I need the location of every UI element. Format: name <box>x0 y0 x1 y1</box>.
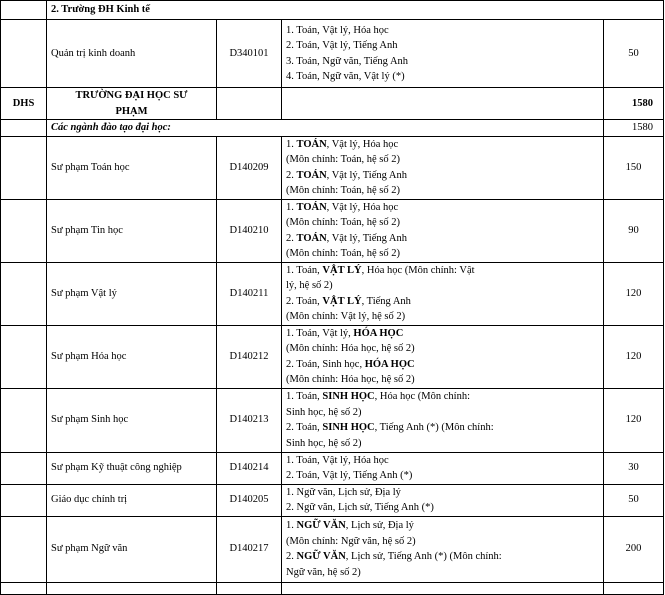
quota: 150 <box>604 136 664 199</box>
combo-text: (Môn chính: Toán, hệ số 2) <box>286 185 400 196</box>
combo-text: , Tiếng Anh <box>361 295 411 307</box>
combo-text: (Môn chính: Ngữ văn, hệ số 2) <box>286 535 416 547</box>
combo-line <box>286 183 599 199</box>
main-subject: TOÁN <box>296 201 327 213</box>
table-row <box>1 325 664 388</box>
major-code: D140213 <box>217 388 282 452</box>
main-subject: HÓA HỌC <box>353 327 404 339</box>
combo-line: 2. Toán, Vật lý, Tiếng Anh <box>286 40 398 51</box>
combo-line <box>286 152 599 168</box>
main-subject: NGỮ VĂN <box>296 520 346 531</box>
quota: 120 <box>604 388 664 452</box>
combo-text: (Môn chính: Toán, hệ số 2) <box>286 217 400 228</box>
school-name-line: TRƯỜNG ĐẠI HỌC SƯ <box>75 90 188 101</box>
combo-line <box>286 137 599 153</box>
school-name <box>47 88 217 120</box>
table-row <box>1 388 664 452</box>
combo-text: (Môn chính: Toán, hệ số 2) <box>286 248 400 259</box>
combo-line <box>286 215 599 231</box>
cell-empty <box>1 582 47 594</box>
table-row <box>1 20 664 88</box>
cell-empty <box>1 388 47 452</box>
table-row <box>1 199 664 262</box>
cell-empty <box>1 120 47 137</box>
major-code: D140211 <box>217 262 282 325</box>
table-row <box>1 484 664 516</box>
main-subject: SINH HỌC <box>322 422 375 433</box>
undergrad-label: Các ngành đào tạo đại học: <box>47 120 604 137</box>
combo-text: 2. <box>286 232 297 244</box>
combo-line <box>286 453 599 469</box>
combo-text: 1. <box>286 138 297 150</box>
major-name: Sư phạm Sinh học <box>47 388 217 452</box>
major-name: Sư phạm Toán học <box>47 136 217 199</box>
combo-text: (Môn chính: Hóa học, hệ số 2) <box>286 374 415 385</box>
combo-line <box>286 294 599 310</box>
combo-text: , Vật lý, Tiếng Anh <box>326 232 407 244</box>
major-code: D140212 <box>217 325 282 388</box>
major-code: D340101 <box>217 20 282 88</box>
combo-text: 2. Toán, Sinh học, <box>286 358 365 370</box>
combo-text: 1. <box>286 520 297 531</box>
major-name: Sư phạm Ngữ văn <box>47 516 217 582</box>
quota: 120 <box>604 325 664 388</box>
combo-text: Ngữ văn, hệ số 2) <box>286 566 361 578</box>
combo-text: , Hóa học (Môn chính: <box>374 391 470 402</box>
combo-line: 1. Toán, Vật lý, Hóa học <box>286 24 389 36</box>
cell-empty <box>604 582 664 594</box>
combo-line <box>286 246 599 262</box>
subject-combos <box>282 199 604 262</box>
main-subject: VẬT LÝ <box>322 295 362 307</box>
subject-combos <box>282 388 604 452</box>
quota: 30 <box>604 452 664 484</box>
subject-combos <box>282 136 604 199</box>
school-total: 1580 <box>604 88 664 120</box>
major-code: D140209 <box>217 136 282 199</box>
combo-text: (Môn chính: Vật lý, hệ số 2) <box>286 311 406 322</box>
subject-combos <box>282 325 604 388</box>
combo-text: (Môn chính: Toán, hệ số 2) <box>286 154 400 165</box>
table-row <box>1 262 664 325</box>
combo-text: 2. <box>286 169 297 181</box>
combo-line <box>286 565 599 581</box>
main-subject: TOÁN <box>296 169 327 181</box>
table-row <box>1 136 664 199</box>
school-code: DHS <box>1 88 47 120</box>
quota: 50 <box>604 20 664 88</box>
cell-empty <box>1 325 47 388</box>
combo-text: , Vật lý, Hóa học <box>326 201 399 213</box>
major-code: D140217 <box>217 516 282 582</box>
undergrad-total: 1580 <box>604 120 664 137</box>
combo-line <box>286 405 599 421</box>
major-name: Sư phạm Kỹ thuật công nghiệp <box>47 452 217 484</box>
combo-text: 2. Toán, <box>286 295 323 307</box>
major-name: Sư phạm Vật lý <box>47 262 217 325</box>
cell-empty <box>1 262 47 325</box>
combo-line <box>286 341 599 357</box>
quota: 200 <box>604 516 664 582</box>
quota: 50 <box>604 484 664 516</box>
main-subject: VẬT LÝ <box>322 264 362 276</box>
combo-text: 2. Ngữ văn, Lịch sử, Tiếng Anh (*) <box>286 502 434 513</box>
combo-line <box>286 326 599 342</box>
combo-text: 1. Toán, Vật lý, Hóa học <box>286 454 389 466</box>
cell-empty <box>1 199 47 262</box>
combo-line: 4. Toán, Ngữ văn, Vật lý (*) <box>286 71 405 82</box>
subject-combos <box>282 262 604 325</box>
major-name: Sư phạm Tin học <box>47 199 217 262</box>
combo-line <box>286 168 599 184</box>
cell-empty <box>47 582 217 594</box>
combo-line <box>286 549 599 565</box>
combo-line <box>286 200 599 216</box>
major-name: Quản trị kinh doanh <box>47 20 217 88</box>
cell-empty <box>282 88 604 120</box>
combo-text: Sinh học, hệ số 2) <box>286 437 362 449</box>
combo-line <box>286 357 599 373</box>
combo-text: 1. Ngữ văn, Lịch sử, Địa lý <box>286 486 401 498</box>
cell-empty <box>1 136 47 199</box>
combo-text: 2. <box>286 551 297 562</box>
table-row <box>1 452 664 484</box>
subject-combos <box>282 516 604 582</box>
section-header: 2. Trường ĐH Kinh tế <box>47 1 664 20</box>
cell-empty <box>217 582 282 594</box>
combo-text: 1. Toán, <box>286 391 323 402</box>
main-subject: SINH HỌC <box>322 391 375 402</box>
combo-line <box>286 500 599 516</box>
combo-line <box>286 468 599 484</box>
combo-text: 1. <box>286 201 297 213</box>
cell-empty <box>1 452 47 484</box>
cell-empty <box>1 484 47 516</box>
subject-combos <box>282 20 604 88</box>
combo-text: 1. Toán, <box>286 264 323 276</box>
cell-empty <box>282 582 604 594</box>
cell-empty <box>1 516 47 582</box>
main-subject: TOÁN <box>296 138 327 150</box>
subject-combos <box>282 452 604 484</box>
combo-line <box>286 372 599 388</box>
combo-line <box>286 309 599 325</box>
quota: 90 <box>604 199 664 262</box>
combo-text: (Môn chính: Hóa học, hệ số 2) <box>286 343 415 354</box>
combo-line <box>286 485 599 501</box>
quota: 120 <box>604 262 664 325</box>
table-row <box>1 120 664 137</box>
combo-line: 3. Toán, Ngữ văn, Tiếng Anh <box>286 55 409 67</box>
combo-text: 2. Toán, Vật lý, Tiếng Anh (*) <box>286 470 413 481</box>
subject-combos <box>282 484 604 516</box>
major-code: D140214 <box>217 452 282 484</box>
combo-line <box>286 420 599 436</box>
combo-line <box>286 278 599 294</box>
combo-text: Sinh học, hệ số 2) <box>286 406 362 418</box>
combo-text: 2. Toán, <box>286 422 323 433</box>
major-code: D140210 <box>217 199 282 262</box>
main-subject: NGỮ VĂN <box>296 551 346 562</box>
table-row-partial <box>1 582 664 594</box>
combo-line <box>286 518 599 534</box>
table-row <box>1 1 664 20</box>
major-name: Giáo dục chính trị <box>47 484 217 516</box>
combo-text: , Vật lý, Hóa học <box>326 138 399 150</box>
combo-text: , Vật lý, Tiếng Anh <box>326 169 407 181</box>
combo-text: , Hóa học (Môn chính: Vật <box>361 264 475 276</box>
major-name: Sư phạm Hóa học <box>47 325 217 388</box>
combo-line <box>286 263 599 279</box>
combo-text: , Lịch sử, Tiếng Anh (*) (Môn chính: <box>345 551 502 562</box>
table-row <box>1 516 664 582</box>
cell-empty <box>1 1 47 20</box>
combo-line <box>286 534 599 550</box>
combo-line <box>286 389 599 405</box>
main-subject: HÓA HỌC <box>364 358 415 370</box>
major-code: D140205 <box>217 484 282 516</box>
combo-text: 1. Toán, Vật lý, <box>286 327 354 339</box>
cell-empty <box>217 88 282 120</box>
combo-text: , Tiếng Anh (*) (Môn chính: <box>374 422 494 433</box>
combo-line <box>286 231 599 247</box>
table-row <box>1 88 664 120</box>
combo-line <box>286 436 599 452</box>
main-subject: TOÁN <box>296 232 327 244</box>
combo-text: , Lịch sử, Địa lý <box>345 520 414 531</box>
combo-text: lý, hệ số 2) <box>286 280 333 291</box>
school-name-line: PHẠM <box>115 105 148 117</box>
cell-empty <box>1 20 47 88</box>
